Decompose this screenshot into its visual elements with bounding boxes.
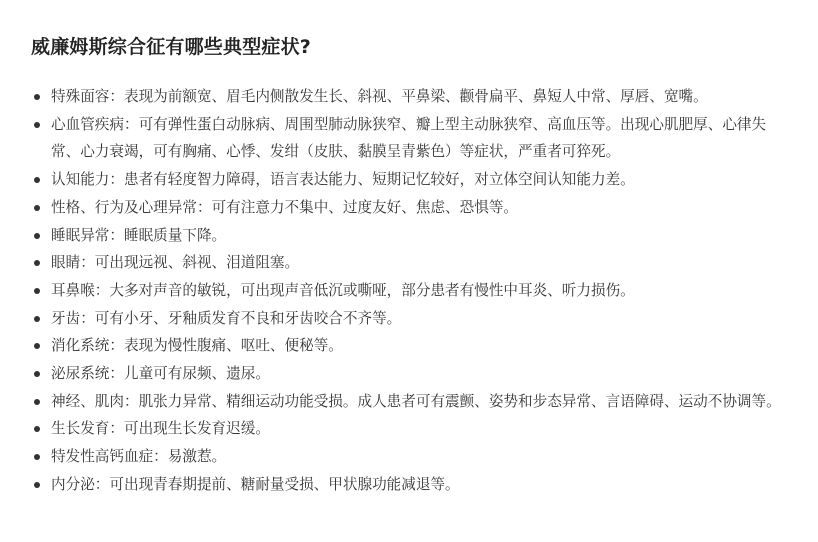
list-item-text: 特发性高钙血症：易激惹。 [51, 448, 227, 466]
list-item [31, 194, 794, 222]
list-item [31, 332, 794, 360]
list-item-text: 睡眠异常：睡眠质量下降。 [51, 226, 227, 244]
list-item [31, 222, 794, 250]
bullet-icon [34, 233, 40, 239]
list-item-text: 内分泌：可出现青春期提前、糖耐量受损、甲状腺功能减退等。 [51, 475, 460, 493]
list-item [31, 471, 794, 499]
list-item [31, 388, 794, 416]
list-item-text: 牙齿：可有小牙、牙釉质发育不良和牙齿咬合不齐等。 [51, 309, 402, 327]
bullet-icon [34, 177, 40, 183]
bullet-icon [34, 288, 40, 294]
list-item-text: 生长发育：可出现生长发育迟缓。 [51, 420, 270, 438]
list-item [31, 166, 794, 194]
bullet-icon [34, 399, 40, 405]
list-item-text: 认知能力：患者有轻度智力障碍，语言表达能力、短期记忆较好，对立体空间认知能力差。 [51, 171, 635, 189]
bullet-icon [34, 426, 40, 432]
bullet-icon [34, 482, 40, 488]
bullet-icon [34, 343, 40, 349]
list-item-text: 消化系统：表现为慢性腹痛、呕吐、便秘等。 [51, 337, 343, 355]
list-item-text: 性格、行为及心理异常：可有注意力不集中、过度友好、焦虑、恐惧等。 [51, 198, 519, 216]
list-item-text: 特殊面容：表现为前额宽、眉毛内侧散发生长、斜视、平鼻梁、颧骨扁平、鼻短人中常、厚唇、宽嘴。 [51, 88, 708, 105]
list-item-text: 耳鼻喉：大多对声音的敏锐，可出现声音低沉或嘶哑，部分患者有慢性中耳炎、听力损伤。 [51, 281, 635, 299]
list-item-text: 眼睛：可出现远视、斜视、泪道阻塞。 [51, 254, 300, 272]
list-item [31, 111, 794, 166]
list-item-text: 心血管疾病：可有弹性蛋白动脉病、周围型肺动脉狭窄、瓣上型主动脉狭窄、高血压等。出现心肌肥厚、心律失常、心力衰竭，可有胸痛、心悸、发绀（皮肤、黏膜呈青紫色）等症状，严重者可猝死。 [51, 115, 767, 161]
list-item [31, 277, 794, 305]
symptom-list [31, 83, 794, 499]
list-item [31, 360, 794, 388]
bullet-icon [34, 260, 40, 266]
article-title: 威廉姆斯综合征有哪些典型症状? [31, 36, 312, 58]
list-item [31, 305, 794, 333]
list-item-text: 泌尿系统：儿童可有尿频、遗尿。 [51, 365, 270, 383]
bullet-icon [34, 94, 40, 100]
bullet-icon [34, 316, 40, 322]
bullet-icon [34, 371, 40, 377]
bullet-icon [34, 454, 40, 460]
list-item [31, 249, 794, 277]
list-item [31, 83, 794, 111]
list-item [31, 415, 794, 443]
bullet-icon [34, 205, 40, 211]
list-item-text: 神经、肌肉：肌张力异常、精细运动功能受损。成人患者可有震颤、姿势和步态异常、言语障碍、运动不协调等。 [51, 392, 781, 410]
list-item [31, 443, 794, 471]
bullet-icon [34, 122, 40, 128]
